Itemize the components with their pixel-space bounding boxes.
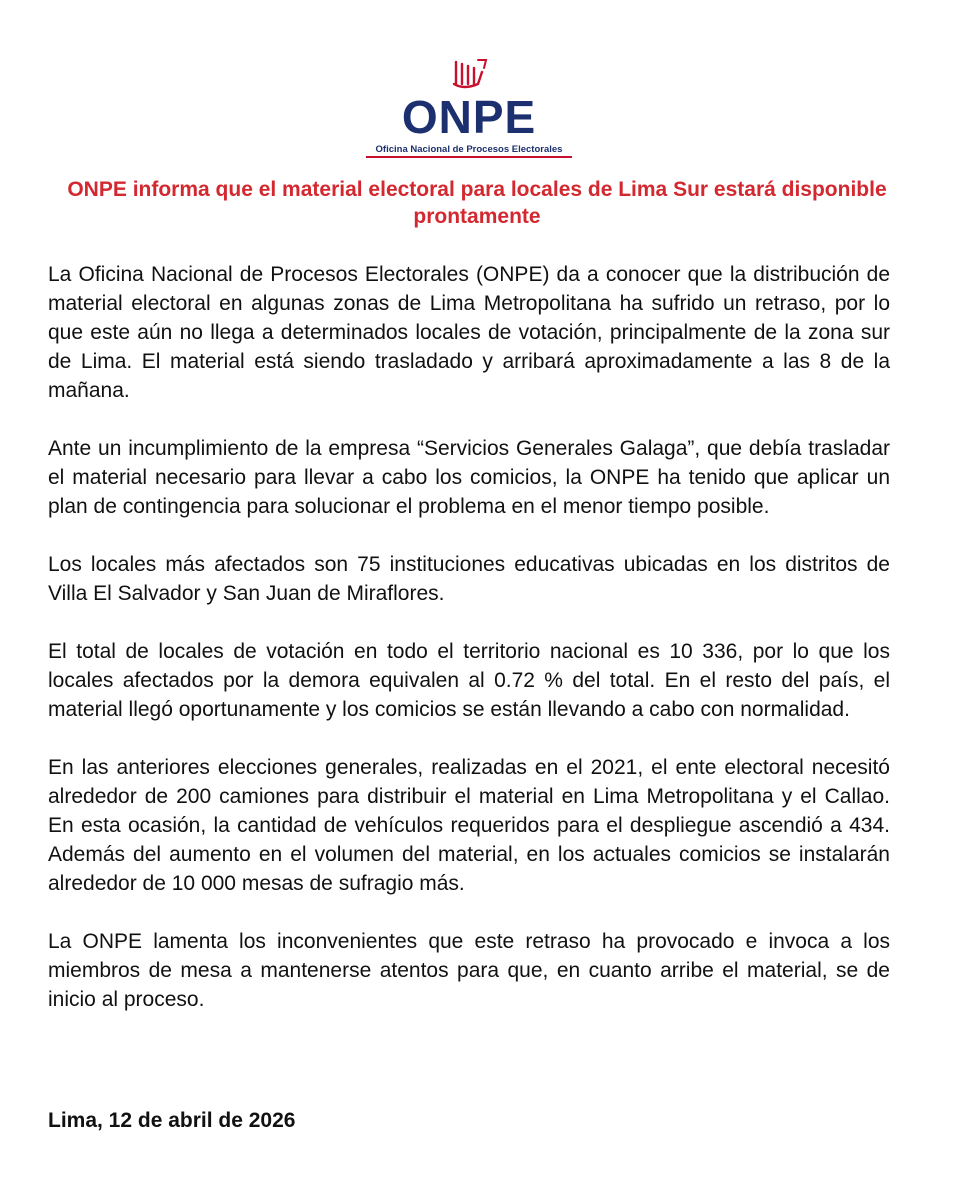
hand-ballot-icon (448, 58, 490, 94)
paragraph-6: La ONPE lamenta los inconvenientes que este retraso ha provocado e invoca a los miembros de mesa a mantenerse atentos para que, en cuanto arribe el material, se de inicio al proceso. (48, 930, 890, 1011)
press-release-body (48, 260, 890, 1043)
signoff-date: Lima, 12 de abril de 2026 (48, 1109, 296, 1132)
paragraph-4: El total de locales de votación en todo el territorio nacional es 10 336, por lo que los locales afectados por la demora equivalen al 0.72 % del total. En el resto del país, el material llegó oportunamente y los comicios se están llevando a cabo con normalidad. (48, 640, 890, 721)
onpe-logo (366, 58, 572, 158)
logo-wordmark: ONPE (401, 91, 537, 143)
paragraph-2: Ante un incumplimiento de la empresa “Servicios Generales Galaga”, que debía trasladar el material necesario para llevar a cabo los comicios, la ONPE ha tenido que aplicar un plan de contingencia para solucionar el problema en el menor tiempo posible. (48, 437, 890, 518)
paragraph-5: En las anteriores elecciones generales, realizadas en el 2021, el ente electoral necesitó alrededor de 200 camiones para distribuir el material en Lima Metropolitana y el Callao. En esta ocasión, la cantidad de vehículos requeridos para el despliegue ascendió a 434. Además del aumento en el volumen del material, en los actuales comicios se instalarán alrededor de 10 000 mesas de sufragio más. (48, 756, 890, 895)
logo-subtitle: Oficina Nacional de Procesos Electorales (375, 144, 563, 155)
paragraph-1: La Oficina Nacional de Procesos Electorales (ONPE) da a conocer que la distribución de material electoral en algunas zonas de Lima Metropolitana ha sufrido un retraso, por lo que este aún no llega a determinados locales de votación, principalmente de la zona sur de Lima. El material está siendo trasladado y arribará aproximadamente a las 8 de la mañana. (48, 263, 890, 402)
press-release-title: ONPE informa que el material electoral para locales de Lima Sur estará disponible prontamente (67, 178, 887, 228)
logo-underline (366, 156, 572, 158)
paragraph-3: Los locales más afectados son 75 instituciones educativas ubicadas en los distritos de Villa El Salvador y San Juan de Miraflores. (48, 553, 890, 605)
